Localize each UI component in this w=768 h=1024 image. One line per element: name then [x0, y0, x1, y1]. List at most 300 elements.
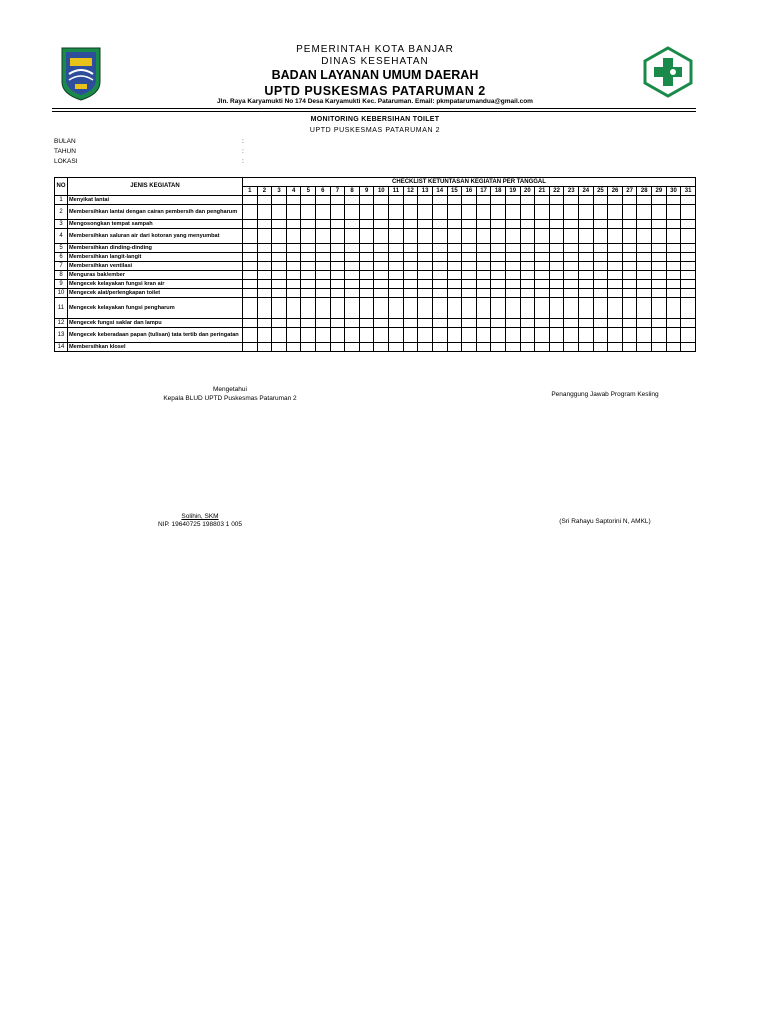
check-cell[interactable]: [316, 343, 331, 352]
check-cell[interactable]: [374, 205, 389, 220]
check-cell[interactable]: [608, 343, 623, 352]
check-cell[interactable]: [447, 319, 462, 328]
check-cell[interactable]: [666, 343, 681, 352]
check-cell[interactable]: [359, 205, 374, 220]
check-cell[interactable]: [652, 220, 667, 229]
check-cell[interactable]: [257, 220, 272, 229]
check-cell[interactable]: [272, 271, 287, 280]
check-cell[interactable]: [505, 220, 520, 229]
check-cell[interactable]: [491, 196, 506, 205]
check-cell[interactable]: [491, 253, 506, 262]
check-cell[interactable]: [564, 262, 579, 271]
check-cell[interactable]: [593, 262, 608, 271]
check-cell[interactable]: [505, 196, 520, 205]
check-cell[interactable]: [403, 244, 418, 253]
check-cell[interactable]: [447, 205, 462, 220]
check-cell[interactable]: [476, 196, 491, 205]
check-cell[interactable]: [301, 196, 316, 205]
check-cell[interactable]: [272, 262, 287, 271]
check-cell[interactable]: [286, 229, 301, 244]
check-cell[interactable]: [520, 280, 535, 289]
check-cell[interactable]: [666, 196, 681, 205]
check-cell[interactable]: [243, 205, 258, 220]
check-cell[interactable]: [681, 298, 696, 319]
check-cell[interactable]: [272, 196, 287, 205]
check-cell[interactable]: [286, 196, 301, 205]
check-cell[interactable]: [316, 298, 331, 319]
check-cell[interactable]: [257, 289, 272, 298]
check-cell[interactable]: [579, 343, 594, 352]
check-cell[interactable]: [579, 244, 594, 253]
check-cell[interactable]: [622, 262, 637, 271]
check-cell[interactable]: [549, 298, 564, 319]
check-cell[interactable]: [520, 196, 535, 205]
check-cell[interactable]: [564, 205, 579, 220]
check-cell[interactable]: [418, 229, 433, 244]
check-cell[interactable]: [389, 343, 404, 352]
check-cell[interactable]: [374, 271, 389, 280]
check-cell[interactable]: [579, 229, 594, 244]
check-cell[interactable]: [622, 205, 637, 220]
check-cell[interactable]: [389, 229, 404, 244]
check-cell[interactable]: [345, 244, 360, 253]
check-cell[interactable]: [374, 262, 389, 271]
check-cell[interactable]: [374, 196, 389, 205]
check-cell[interactable]: [374, 280, 389, 289]
check-cell[interactable]: [374, 319, 389, 328]
check-cell[interactable]: [447, 280, 462, 289]
check-cell[interactable]: [637, 319, 652, 328]
check-cell[interactable]: [622, 253, 637, 262]
check-cell[interactable]: [491, 319, 506, 328]
check-cell[interactable]: [666, 298, 681, 319]
check-cell[interactable]: [301, 319, 316, 328]
check-cell[interactable]: [374, 328, 389, 343]
check-cell[interactable]: [330, 196, 345, 205]
check-cell[interactable]: [549, 229, 564, 244]
check-cell[interactable]: [608, 205, 623, 220]
check-cell[interactable]: [286, 319, 301, 328]
check-cell[interactable]: [432, 205, 447, 220]
check-cell[interactable]: [476, 328, 491, 343]
check-cell[interactable]: [549, 244, 564, 253]
check-cell[interactable]: [637, 205, 652, 220]
check-cell[interactable]: [549, 196, 564, 205]
check-cell[interactable]: [330, 205, 345, 220]
check-cell[interactable]: [652, 244, 667, 253]
check-cell[interactable]: [549, 205, 564, 220]
check-cell[interactable]: [593, 298, 608, 319]
check-cell[interactable]: [491, 298, 506, 319]
check-cell[interactable]: [652, 280, 667, 289]
check-cell[interactable]: [403, 280, 418, 289]
check-cell[interactable]: [491, 343, 506, 352]
check-cell[interactable]: [535, 271, 550, 280]
check-cell[interactable]: [330, 220, 345, 229]
check-cell[interactable]: [447, 220, 462, 229]
check-cell[interactable]: [681, 319, 696, 328]
check-cell[interactable]: [520, 262, 535, 271]
check-cell[interactable]: [608, 280, 623, 289]
check-cell[interactable]: [505, 280, 520, 289]
check-cell[interactable]: [286, 298, 301, 319]
check-cell[interactable]: [681, 220, 696, 229]
check-cell[interactable]: [345, 271, 360, 280]
check-cell[interactable]: [608, 196, 623, 205]
check-cell[interactable]: [666, 280, 681, 289]
check-cell[interactable]: [622, 220, 637, 229]
check-cell[interactable]: [593, 343, 608, 352]
check-cell[interactable]: [535, 343, 550, 352]
check-cell[interactable]: [462, 253, 477, 262]
check-cell[interactable]: [272, 280, 287, 289]
check-cell[interactable]: [462, 298, 477, 319]
check-cell[interactable]: [389, 205, 404, 220]
check-cell[interactable]: [359, 328, 374, 343]
check-cell[interactable]: [316, 262, 331, 271]
check-cell[interactable]: [374, 298, 389, 319]
check-cell[interactable]: [243, 229, 258, 244]
check-cell[interactable]: [374, 244, 389, 253]
check-cell[interactable]: [447, 253, 462, 262]
check-cell[interactable]: [345, 205, 360, 220]
check-cell[interactable]: [579, 271, 594, 280]
check-cell[interactable]: [403, 328, 418, 343]
check-cell[interactable]: [301, 205, 316, 220]
check-cell[interactable]: [549, 262, 564, 271]
check-cell[interactable]: [622, 229, 637, 244]
check-cell[interactable]: [476, 271, 491, 280]
check-cell[interactable]: [652, 196, 667, 205]
check-cell[interactable]: [681, 262, 696, 271]
check-cell[interactable]: [330, 229, 345, 244]
check-cell[interactable]: [622, 196, 637, 205]
check-cell[interactable]: [389, 253, 404, 262]
check-cell[interactable]: [520, 328, 535, 343]
check-cell[interactable]: [666, 319, 681, 328]
check-cell[interactable]: [637, 289, 652, 298]
check-cell[interactable]: [666, 229, 681, 244]
check-cell[interactable]: [637, 220, 652, 229]
check-cell[interactable]: [432, 244, 447, 253]
check-cell[interactable]: [243, 220, 258, 229]
check-cell[interactable]: [476, 343, 491, 352]
check-cell[interactable]: [593, 220, 608, 229]
check-cell[interactable]: [257, 271, 272, 280]
check-cell[interactable]: [520, 319, 535, 328]
check-cell[interactable]: [549, 271, 564, 280]
check-cell[interactable]: [359, 262, 374, 271]
check-cell[interactable]: [316, 319, 331, 328]
check-cell[interactable]: [257, 196, 272, 205]
check-cell[interactable]: [491, 280, 506, 289]
check-cell[interactable]: [637, 229, 652, 244]
check-cell[interactable]: [476, 253, 491, 262]
check-cell[interactable]: [681, 253, 696, 262]
check-cell[interactable]: [505, 229, 520, 244]
check-cell[interactable]: [359, 253, 374, 262]
check-cell[interactable]: [549, 319, 564, 328]
check-cell[interactable]: [286, 343, 301, 352]
check-cell[interactable]: [652, 298, 667, 319]
check-cell[interactable]: [681, 280, 696, 289]
check-cell[interactable]: [374, 343, 389, 352]
check-cell[interactable]: [608, 289, 623, 298]
check-cell[interactable]: [535, 319, 550, 328]
check-cell[interactable]: [666, 205, 681, 220]
check-cell[interactable]: [403, 262, 418, 271]
check-cell[interactable]: [549, 343, 564, 352]
check-cell[interactable]: [462, 229, 477, 244]
check-cell[interactable]: [579, 205, 594, 220]
check-cell[interactable]: [564, 271, 579, 280]
check-cell[interactable]: [418, 262, 433, 271]
check-cell[interactable]: [491, 220, 506, 229]
check-cell[interactable]: [243, 289, 258, 298]
check-cell[interactable]: [418, 328, 433, 343]
check-cell[interactable]: [622, 328, 637, 343]
check-cell[interactable]: [666, 220, 681, 229]
check-cell[interactable]: [257, 280, 272, 289]
check-cell[interactable]: [579, 328, 594, 343]
check-cell[interactable]: [637, 343, 652, 352]
check-cell[interactable]: [564, 229, 579, 244]
check-cell[interactable]: [432, 253, 447, 262]
check-cell[interactable]: [535, 220, 550, 229]
check-cell[interactable]: [257, 244, 272, 253]
check-cell[interactable]: [491, 289, 506, 298]
check-cell[interactable]: [505, 289, 520, 298]
check-cell[interactable]: [564, 343, 579, 352]
check-cell[interactable]: [447, 289, 462, 298]
check-cell[interactable]: [301, 328, 316, 343]
check-cell[interactable]: [345, 343, 360, 352]
check-cell[interactable]: [593, 289, 608, 298]
check-cell[interactable]: [476, 205, 491, 220]
check-cell[interactable]: [520, 220, 535, 229]
check-cell[interactable]: [681, 271, 696, 280]
check-cell[interactable]: [652, 343, 667, 352]
check-cell[interactable]: [316, 229, 331, 244]
check-cell[interactable]: [316, 220, 331, 229]
check-cell[interactable]: [579, 253, 594, 262]
check-cell[interactable]: [652, 289, 667, 298]
check-cell[interactable]: [359, 229, 374, 244]
check-cell[interactable]: [535, 289, 550, 298]
check-cell[interactable]: [622, 244, 637, 253]
check-cell[interactable]: [637, 328, 652, 343]
check-cell[interactable]: [272, 328, 287, 343]
check-cell[interactable]: [330, 319, 345, 328]
check-cell[interactable]: [316, 289, 331, 298]
check-cell[interactable]: [316, 244, 331, 253]
check-cell[interactable]: [345, 220, 360, 229]
check-cell[interactable]: [652, 262, 667, 271]
check-cell[interactable]: [681, 229, 696, 244]
check-cell[interactable]: [447, 229, 462, 244]
check-cell[interactable]: [681, 289, 696, 298]
check-cell[interactable]: [535, 229, 550, 244]
check-cell[interactable]: [374, 253, 389, 262]
check-cell[interactable]: [432, 289, 447, 298]
check-cell[interactable]: [316, 271, 331, 280]
check-cell[interactable]: [418, 343, 433, 352]
check-cell[interactable]: [345, 253, 360, 262]
check-cell[interactable]: [272, 298, 287, 319]
check-cell[interactable]: [593, 280, 608, 289]
check-cell[interactable]: [301, 220, 316, 229]
check-cell[interactable]: [462, 319, 477, 328]
check-cell[interactable]: [622, 289, 637, 298]
check-cell[interactable]: [579, 262, 594, 271]
check-cell[interactable]: [652, 328, 667, 343]
check-cell[interactable]: [462, 262, 477, 271]
check-cell[interactable]: [345, 262, 360, 271]
check-cell[interactable]: [505, 328, 520, 343]
check-cell[interactable]: [389, 220, 404, 229]
check-cell[interactable]: [608, 319, 623, 328]
check-cell[interactable]: [535, 244, 550, 253]
check-cell[interactable]: [535, 196, 550, 205]
check-cell[interactable]: [564, 319, 579, 328]
check-cell[interactable]: [462, 271, 477, 280]
check-cell[interactable]: [505, 253, 520, 262]
check-cell[interactable]: [374, 229, 389, 244]
check-cell[interactable]: [476, 289, 491, 298]
check-cell[interactable]: [579, 196, 594, 205]
check-cell[interactable]: [681, 205, 696, 220]
check-cell[interactable]: [403, 289, 418, 298]
check-cell[interactable]: [330, 289, 345, 298]
check-cell[interactable]: [374, 289, 389, 298]
check-cell[interactable]: [403, 229, 418, 244]
check-cell[interactable]: [637, 271, 652, 280]
check-cell[interactable]: [403, 271, 418, 280]
check-cell[interactable]: [608, 262, 623, 271]
check-cell[interactable]: [549, 289, 564, 298]
check-cell[interactable]: [593, 271, 608, 280]
check-cell[interactable]: [637, 196, 652, 205]
check-cell[interactable]: [491, 205, 506, 220]
check-cell[interactable]: [286, 280, 301, 289]
check-cell[interactable]: [418, 271, 433, 280]
check-cell[interactable]: [520, 289, 535, 298]
check-cell[interactable]: [637, 298, 652, 319]
check-cell[interactable]: [681, 343, 696, 352]
check-cell[interactable]: [505, 298, 520, 319]
check-cell[interactable]: [403, 196, 418, 205]
check-cell[interactable]: [535, 280, 550, 289]
check-cell[interactable]: [301, 343, 316, 352]
check-cell[interactable]: [535, 328, 550, 343]
check-cell[interactable]: [549, 328, 564, 343]
check-cell[interactable]: [403, 220, 418, 229]
check-cell[interactable]: [301, 271, 316, 280]
check-cell[interactable]: [418, 220, 433, 229]
check-cell[interactable]: [243, 253, 258, 262]
check-cell[interactable]: [389, 289, 404, 298]
check-cell[interactable]: [389, 328, 404, 343]
check-cell[interactable]: [535, 262, 550, 271]
check-cell[interactable]: [652, 253, 667, 262]
check-cell[interactable]: [257, 262, 272, 271]
check-cell[interactable]: [432, 220, 447, 229]
check-cell[interactable]: [345, 229, 360, 244]
check-cell[interactable]: [330, 253, 345, 262]
check-cell[interactable]: [330, 271, 345, 280]
check-cell[interactable]: [447, 196, 462, 205]
check-cell[interactable]: [608, 220, 623, 229]
check-cell[interactable]: [257, 328, 272, 343]
check-cell[interactable]: [286, 271, 301, 280]
check-cell[interactable]: [608, 253, 623, 262]
check-cell[interactable]: [652, 271, 667, 280]
check-cell[interactable]: [505, 319, 520, 328]
check-cell[interactable]: [418, 280, 433, 289]
check-cell[interactable]: [432, 328, 447, 343]
check-cell[interactable]: [593, 328, 608, 343]
check-cell[interactable]: [447, 343, 462, 352]
check-cell[interactable]: [272, 205, 287, 220]
check-cell[interactable]: [418, 298, 433, 319]
check-cell[interactable]: [389, 271, 404, 280]
check-cell[interactable]: [403, 253, 418, 262]
check-cell[interactable]: [286, 220, 301, 229]
check-cell[interactable]: [666, 244, 681, 253]
check-cell[interactable]: [316, 196, 331, 205]
check-cell[interactable]: [345, 328, 360, 343]
check-cell[interactable]: [389, 196, 404, 205]
check-cell[interactable]: [608, 298, 623, 319]
check-cell[interactable]: [666, 262, 681, 271]
check-cell[interactable]: [652, 205, 667, 220]
check-cell[interactable]: [418, 289, 433, 298]
check-cell[interactable]: [243, 280, 258, 289]
check-cell[interactable]: [476, 280, 491, 289]
check-cell[interactable]: [462, 328, 477, 343]
check-cell[interactable]: [462, 220, 477, 229]
check-cell[interactable]: [564, 196, 579, 205]
check-cell[interactable]: [447, 298, 462, 319]
check-cell[interactable]: [462, 244, 477, 253]
check-cell[interactable]: [243, 343, 258, 352]
check-cell[interactable]: [593, 319, 608, 328]
check-cell[interactable]: [286, 205, 301, 220]
check-cell[interactable]: [637, 262, 652, 271]
check-cell[interactable]: [520, 298, 535, 319]
check-cell[interactable]: [316, 253, 331, 262]
check-cell[interactable]: [286, 244, 301, 253]
check-cell[interactable]: [579, 220, 594, 229]
check-cell[interactable]: [520, 244, 535, 253]
check-cell[interactable]: [666, 271, 681, 280]
check-cell[interactable]: [491, 244, 506, 253]
check-cell[interactable]: [505, 271, 520, 280]
check-cell[interactable]: [301, 280, 316, 289]
check-cell[interactable]: [359, 244, 374, 253]
check-cell[interactable]: [418, 196, 433, 205]
check-cell[interactable]: [330, 328, 345, 343]
check-cell[interactable]: [681, 328, 696, 343]
check-cell[interactable]: [462, 289, 477, 298]
check-cell[interactable]: [622, 343, 637, 352]
check-cell[interactable]: [403, 205, 418, 220]
check-cell[interactable]: [272, 343, 287, 352]
check-cell[interactable]: [476, 319, 491, 328]
check-cell[interactable]: [403, 343, 418, 352]
check-cell[interactable]: [359, 220, 374, 229]
check-cell[interactable]: [432, 229, 447, 244]
